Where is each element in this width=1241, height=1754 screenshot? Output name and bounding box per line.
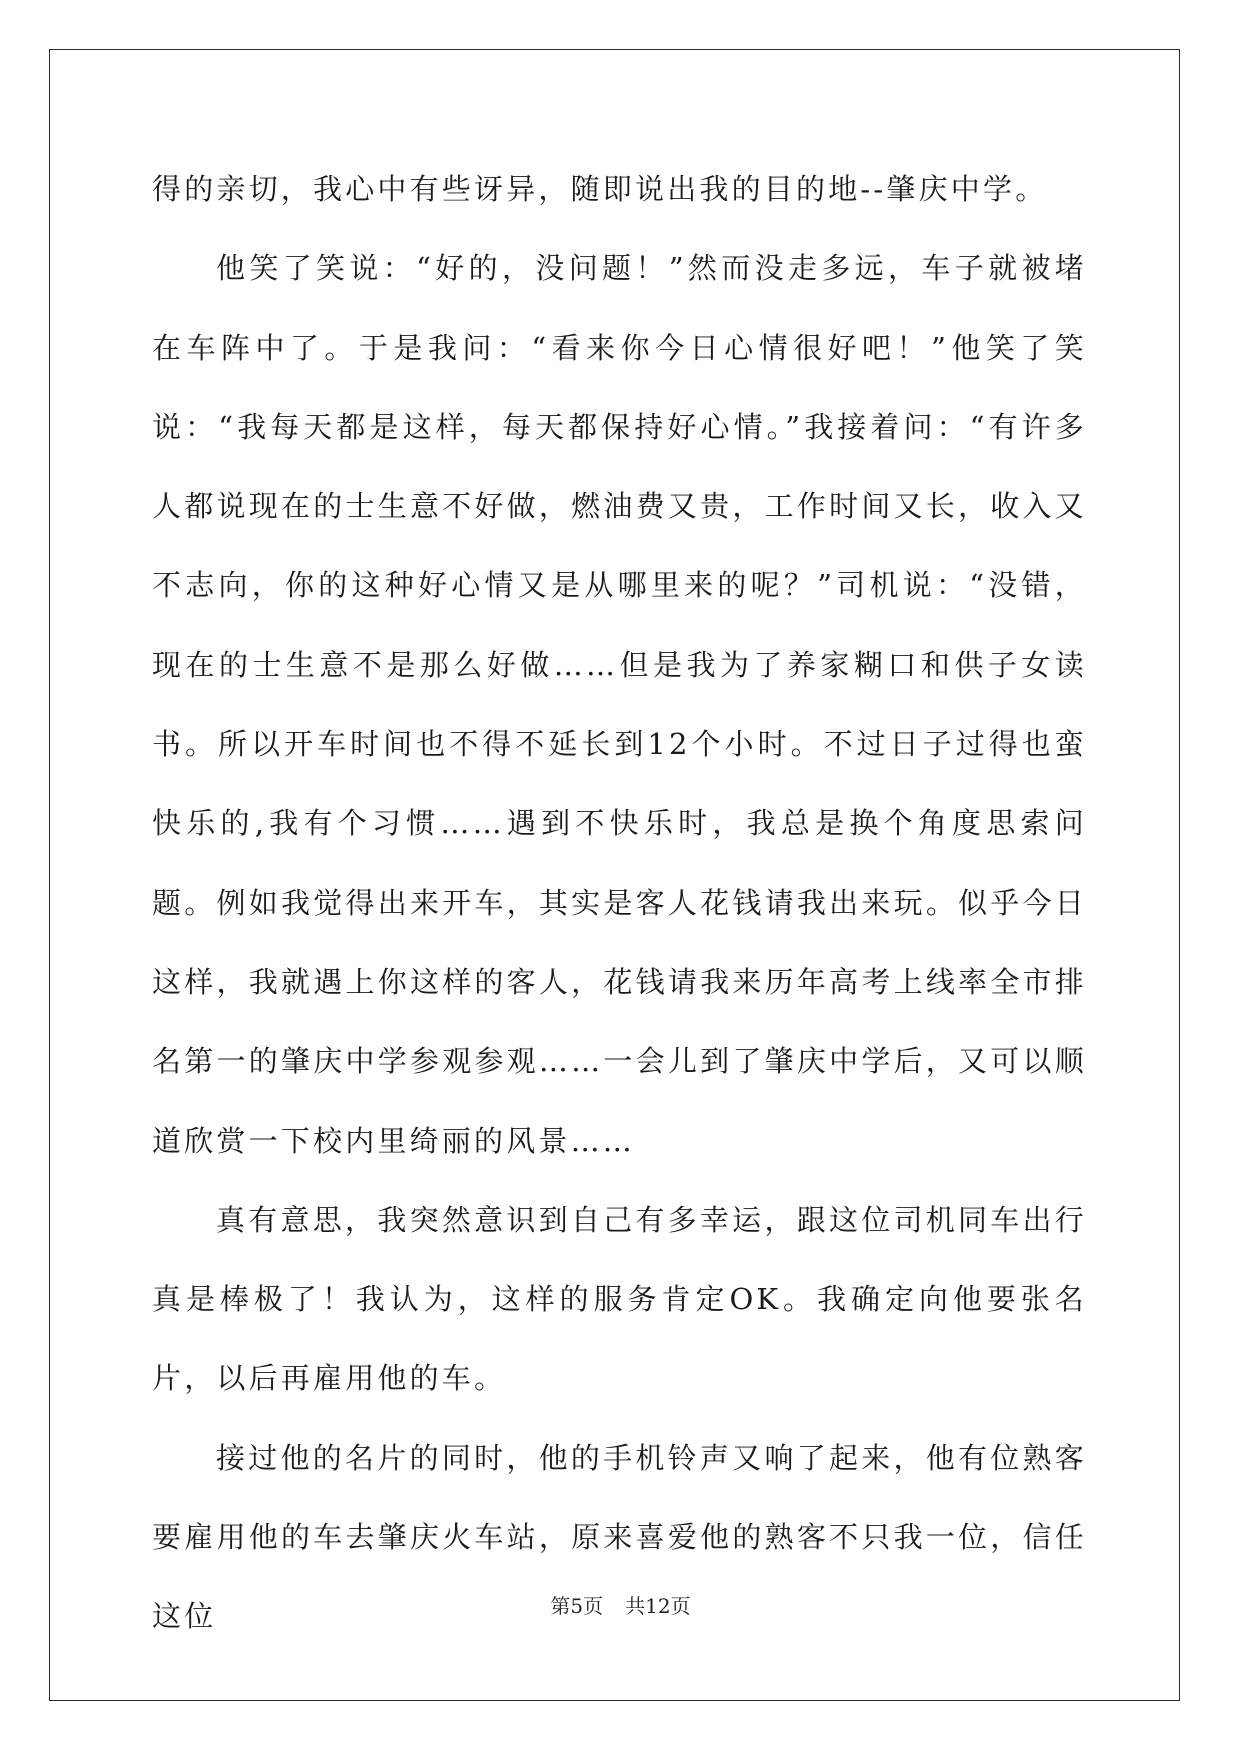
paragraph-4: 接过他的名片的同时，他的手机铃声又响了起来，他有位熟客要雇用他的车去肇庆火车站，原来喜爱他的熟客不只我一位，信任这位: [152, 1440, 1087, 1634]
paragraph-3: 真有意思，我突然意识到自己有多幸运，跟这位司机同车出行真是棒极了！我认为，这样的服务肯定OK。我确定向他要张名片，以后再雇用他的车。: [152, 1202, 1087, 1396]
document-body: [152, 150, 1087, 1657]
page-total: 共12页: [625, 1594, 691, 1618]
page-number: 第5页: [550, 1594, 604, 1618]
paragraph-2: 他笑了笑说：“好的，没问题！”然而没走多远，车子就被堵在车阵中了。于是我问：“看来你今日心情很好吧！”他笑了笑说：“我每天都是这样，每天都保持好心情。”我接着问：“有许多人都说现在的士生意不好做，燃油费又贵，工作时间又长，收入又不志向，你的这种好心情又是从哪里来的呢？”司机说：“没错，现在的士生意不是那么好做……但是我为了养家糊口和供子女读书。所以开车时间也不得不延长到12个小时。不过日子过得也蛮快乐的,我有个习惯……遇到不快乐时，我总是换个角度思索问题。例如我觉得出来开车，其实是客人花钱请我出来玩。似乎今日这样，我就遇上你这样的客人，花钱请我来历年高考上线率全市排名第一的肇庆中学参观参观……一会儿到了肇庆中学后，又可以顺道欣赏一下校内里绮丽的风景……: [152, 251, 1087, 1158]
page-footer: [0, 1590, 1241, 1619]
paragraph-1: 得的亲切，我心中有些讶异，随即说出我的目的地--肇庆中学。: [152, 172, 1048, 206]
